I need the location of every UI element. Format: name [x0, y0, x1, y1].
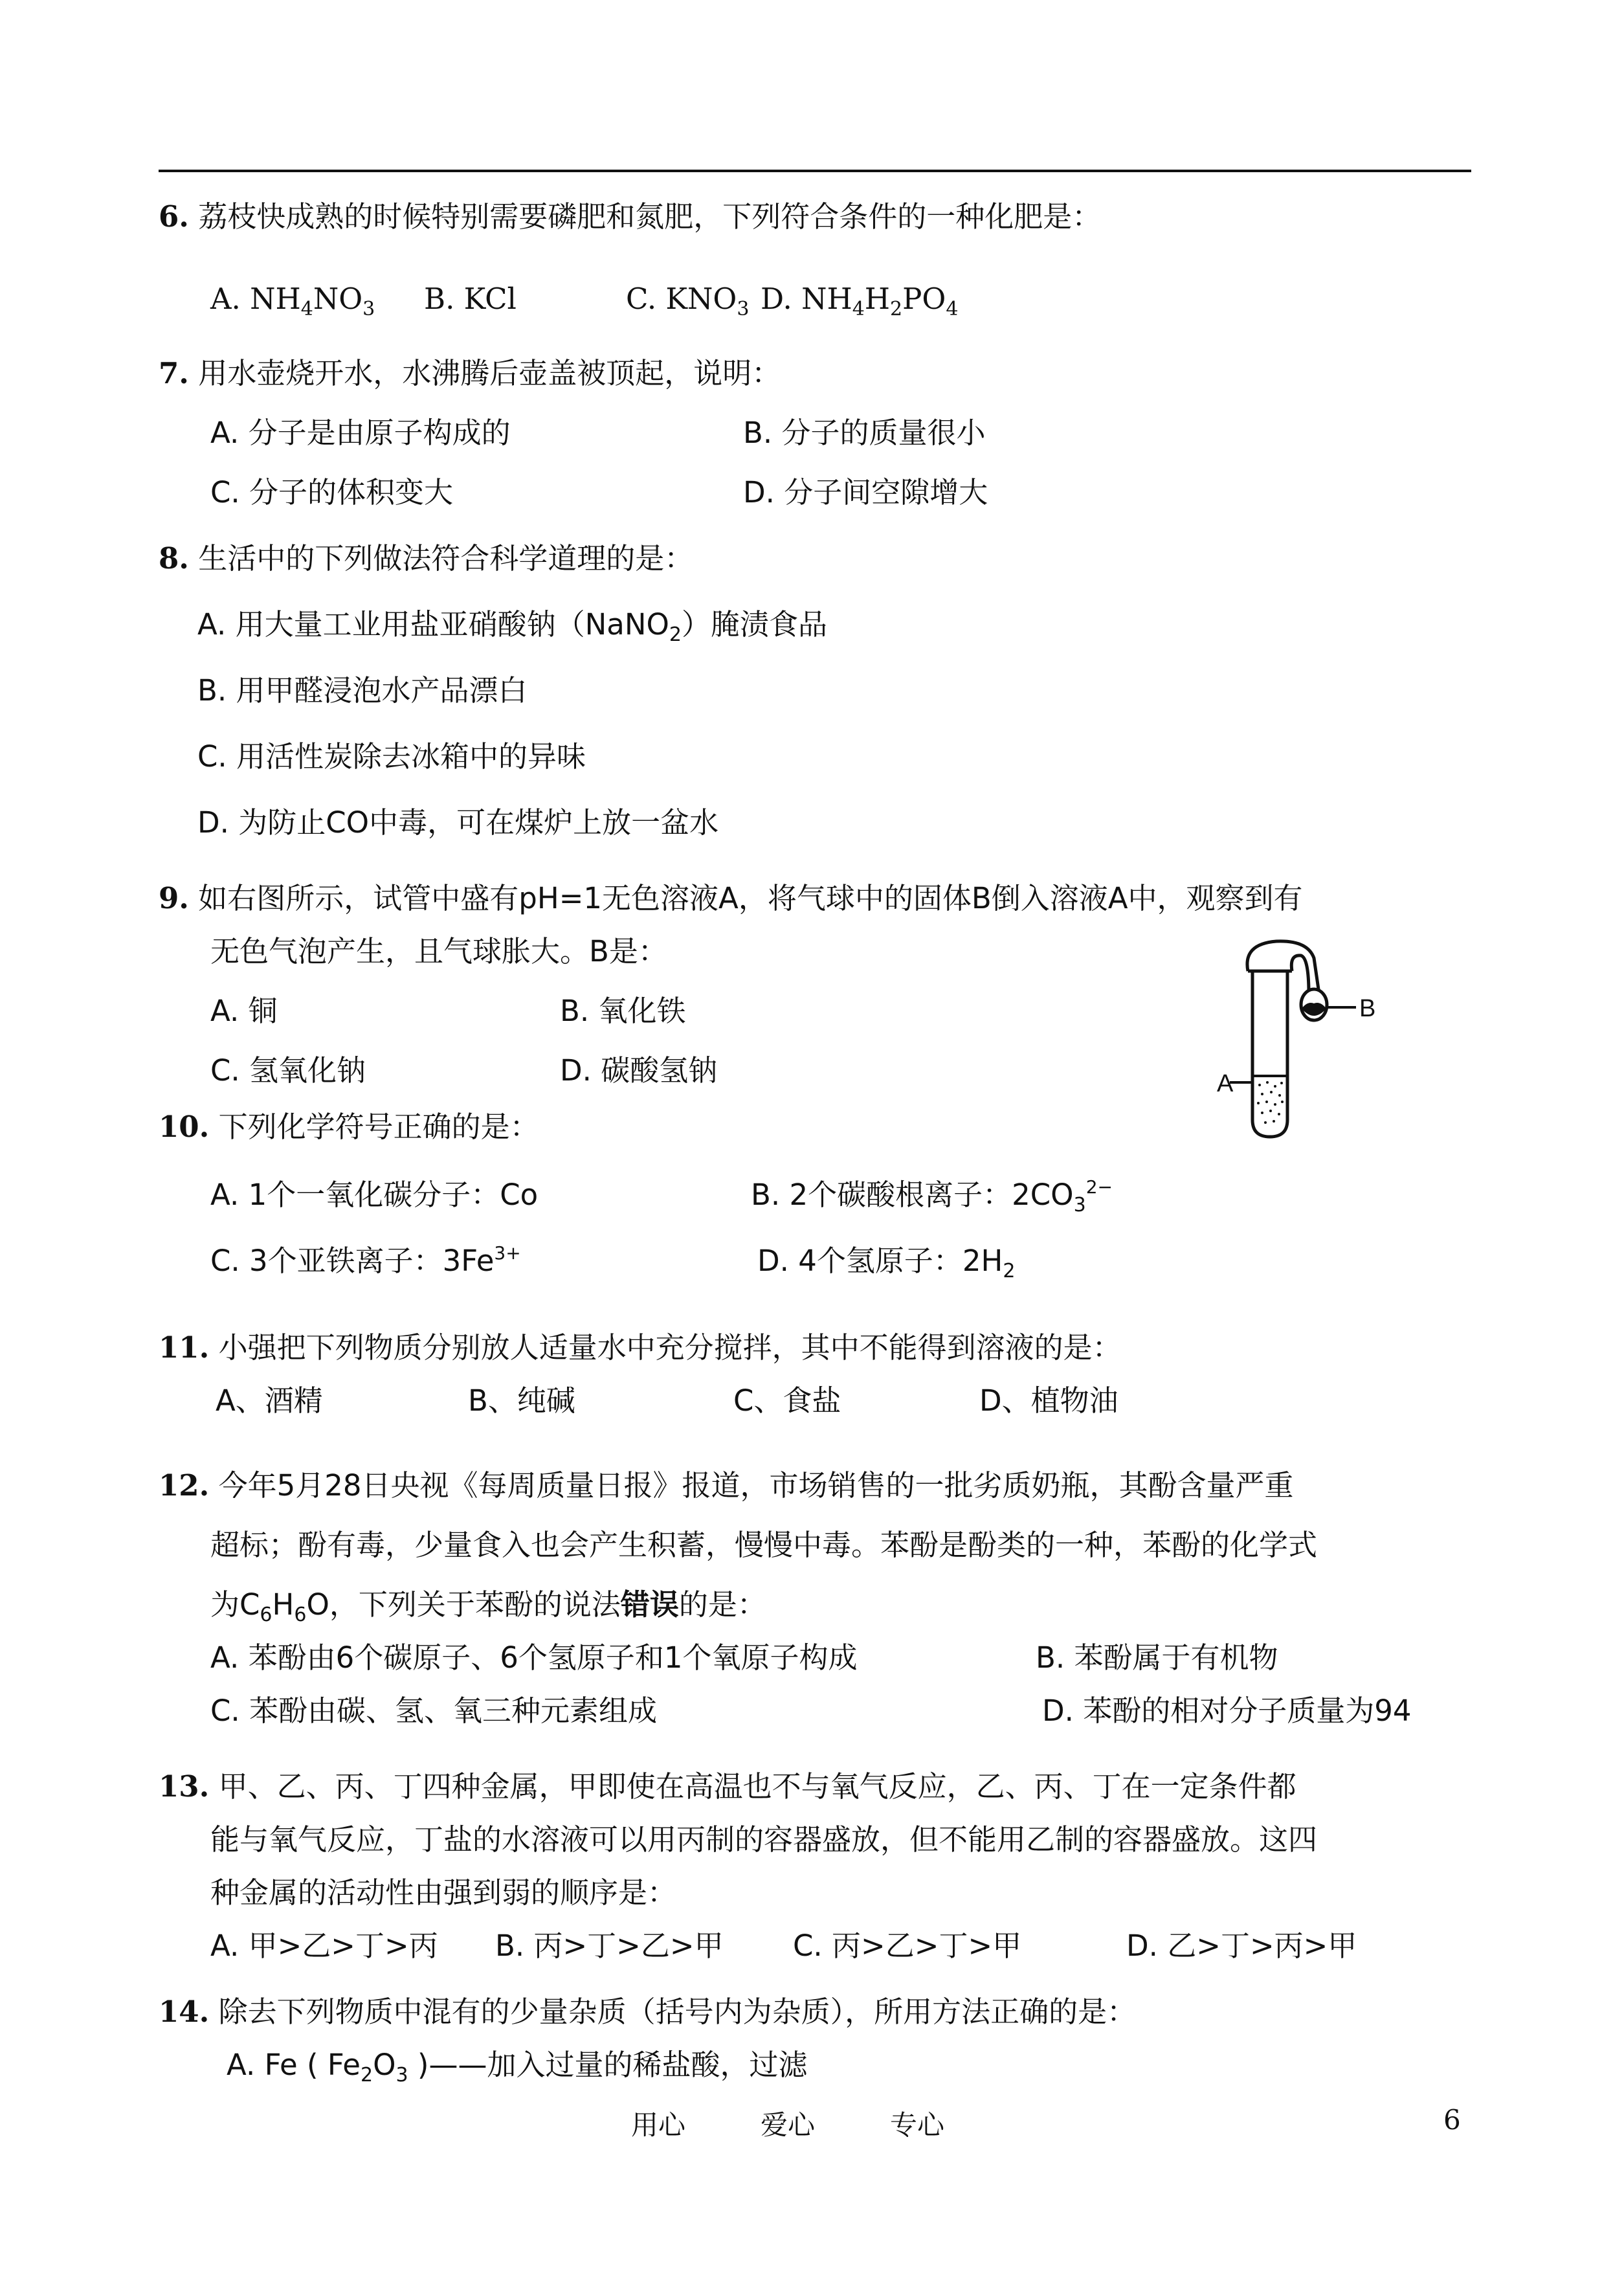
q12-option-b: B. 苯酚属于有机物 — [1036, 1640, 1278, 1675]
q13-option-a: A. 甲>乙>丁>丙 — [210, 1929, 438, 1963]
q7-option-c: C. 分子的体积变大 — [210, 475, 454, 509]
q13-option-c: C. 丙>乙>丁>甲 — [793, 1929, 1022, 1963]
page-number: 6 — [1443, 2104, 1461, 2136]
question-6: 6. 荔枝快成熟的时候特别需要磷肥和氮肥，下列符合条件的一种化肥是： — [159, 199, 1102, 234]
q11-option-a: A、酒精 — [216, 1383, 323, 1418]
question-12: 12. 今年5月28日央视《每周质量日报》报道，市场销售的一批劣质奶瓶，其酚含量严重 — [159, 1468, 1294, 1503]
question-12-line2: 超标；酚有毒，少量食入也会产生积蓄，慢慢中毒。苯酚是酚类的一种，苯酚的化学式 — [210, 1528, 1318, 1562]
question-11: 11. 小强把下列物质分别放人适量水中充分搅拌，其中不能得到溶液的是： — [159, 1330, 1122, 1365]
q11-option-b: B、纯碱 — [468, 1383, 575, 1418]
q10-option-c: C. 3个亚铁离子：$3Fe^{3+}$ — [210, 1242, 521, 1278]
q9-option-a: A. 铜 — [210, 994, 278, 1028]
q13-option-b: B. 丙>丁>乙>甲 — [495, 1929, 724, 1963]
question-10: 10. 下列化学符号正确的是： — [159, 1110, 539, 1144]
q6-option-a: A. $NH_4NO_3$ — [210, 282, 375, 320]
footer-motto-3: 专心 — [890, 2109, 945, 2141]
question-13-line2: 能与氧气反应，丁盐的水溶液可以用丙制的容器盛放，但不能用乙制的容器盛放。这四 — [210, 1822, 1318, 1857]
q12-option-a: A. 苯酚由6个碳原子、6个氢原子和1个氧原子构成 — [210, 1640, 858, 1675]
question-13: 13. 甲、乙、丙、丁四种金属，甲即使在高温也不与氧气反应，乙、丙、丁在一定条件都 — [159, 1769, 1296, 1804]
question-9-line2: 无色气泡产生，且气球胀大。B是： — [210, 934, 667, 968]
footer-motto-1: 用心 — [631, 2109, 686, 2141]
footer-motto-2: 爱心 — [761, 2109, 816, 2141]
test-tube-balloon-diagram — [1217, 932, 1411, 1146]
q10-option-d: D. 4个氢原子：$2H_2$ — [757, 1244, 1016, 1282]
label-b: B — [1359, 995, 1376, 1022]
label-a: A — [1217, 1070, 1234, 1097]
q12-option-d: D. 苯酚的相对分子质量为94 — [1042, 1694, 1412, 1728]
q7-option-b: B. 分子的质量很小 — [743, 416, 986, 450]
q9-option-d: D. 碳酸氢钠 — [560, 1053, 718, 1088]
q7-option-d: D. 分子间空隙增大 — [743, 475, 988, 509]
q14-option-a: A. Fe ( $Fe_2O_3$ )——加入过量的稀盐酸，过滤 — [227, 2048, 808, 2086]
q10-option-b: B. 2个碳酸根离子：$2CO_3^{2-}$ — [751, 1176, 1113, 1216]
q9-option-c: C. 氢氧化钠 — [210, 1053, 366, 1088]
header-rule — [159, 170, 1471, 172]
q8-option-d: D. 为防止CO中毒，可在煤炉上放一盆水 — [197, 805, 719, 840]
q6-option-c: C. $KNO_3$ — [626, 282, 750, 320]
q13-option-d: D. 乙>丁>丙>甲 — [1126, 1929, 1357, 1963]
question-12-line3: 为$C_6H_6O$，下列关于苯酚的说法错误的是： — [210, 1587, 766, 1626]
q11-option-d: D、植物油 — [979, 1383, 1118, 1418]
q8-option-a: A. 用大量工业用盐亚硝酸钠（NaNO$_2$）腌渍食品 — [197, 607, 828, 646]
q8-option-c: C. 用活性炭除去冰箱中的异味 — [197, 739, 586, 774]
q6-option-b: B. KCl — [424, 282, 517, 316]
q11-option-c: C、食盐 — [733, 1383, 841, 1418]
question-13-line3: 种金属的活动性由强到弱的顺序是： — [210, 1875, 677, 1910]
q10-option-a: A. 1个一氧化碳分子：Co — [210, 1178, 539, 1212]
question-8: 8. 生活中的下列做法符合科学道理的是： — [159, 541, 694, 576]
question-9: 9. 如右图所示，试管中盛有pH=1无色溶液A，将气球中的固体B倒入溶液A中，观察到有 — [159, 881, 1303, 915]
question-14: 14. 除去下列物质中混有的少量杂质（括号内为杂质），所用方法正确的是： — [159, 1995, 1137, 2029]
question-7: 7. 用水壶烧开水，水沸腾后壶盖被顶起，说明： — [159, 356, 781, 390]
q9-option-b: B. 氧化铁 — [560, 994, 686, 1028]
q12-option-c: C. 苯酚由碳、氢、氧三种元素组成 — [210, 1694, 658, 1728]
q7-option-a: A. 分子是由原子构成的 — [210, 416, 511, 450]
q6-option-d: D. $NH_4H_2PO_4$ — [761, 282, 959, 320]
q8-option-b: B. 用甲醛浸泡水产品漂白 — [197, 673, 528, 708]
